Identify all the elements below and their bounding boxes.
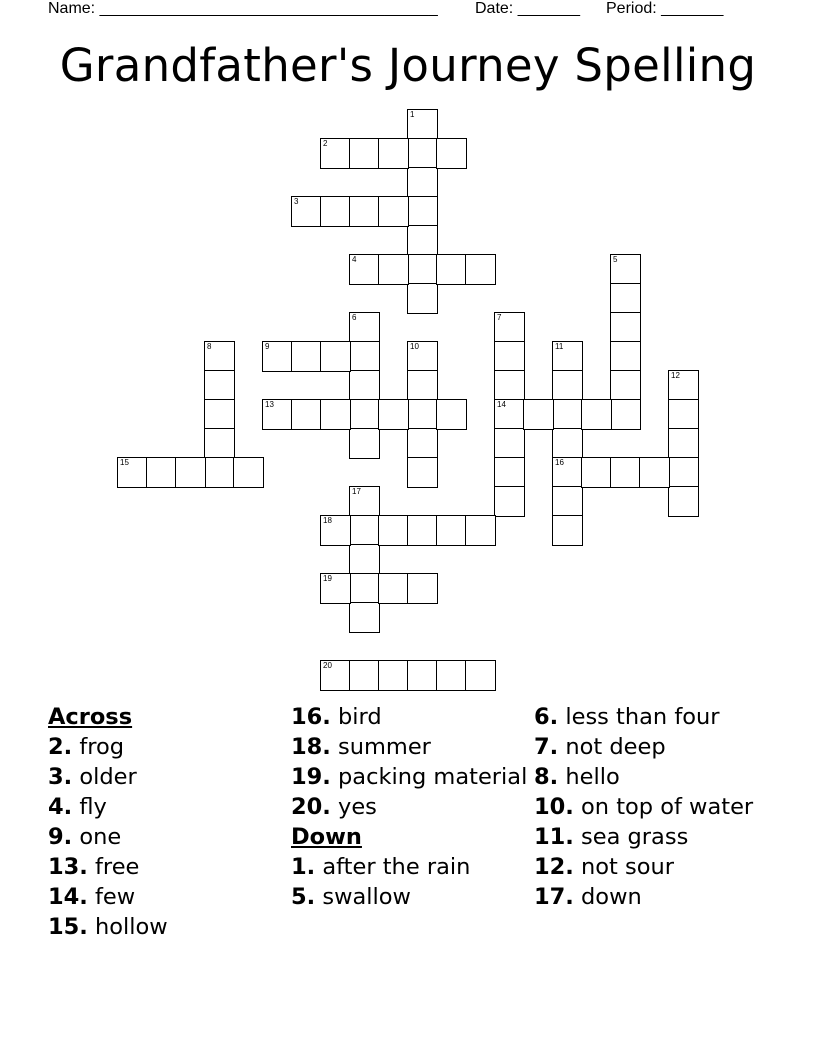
grid-cell[interactable] [262, 399, 293, 430]
clue-down-17: 17. down [534, 884, 642, 910]
grid-cell[interactable] [494, 312, 525, 343]
grid-cell[interactable] [494, 399, 525, 430]
grid-cell[interactable] [494, 457, 525, 488]
clue-number-16: 16 [555, 458, 564, 467]
clue-number-6: 6 [352, 313, 357, 322]
grid-cell[interactable] [581, 399, 612, 430]
grid-cell[interactable] [407, 138, 438, 169]
grid-cell[interactable] [349, 428, 380, 459]
clue-number-2: 2 [323, 139, 328, 148]
grid-cell[interactable] [465, 660, 496, 691]
grid-cell[interactable] [378, 399, 409, 430]
grid-cell[interactable] [465, 515, 496, 546]
clue-number-7: 7 [497, 313, 502, 322]
grid-cell[interactable] [436, 254, 467, 285]
period-field-label: Period: _______ [606, 0, 724, 17]
grid-cell[interactable] [349, 138, 380, 169]
grid-cell[interactable] [668, 486, 699, 517]
clue-across-13: 13. free [48, 854, 140, 880]
clue-down-11: 11. sea grass [534, 824, 689, 850]
grid-cell[interactable] [349, 341, 380, 372]
grid-cell[interactable] [494, 428, 525, 459]
grid-cell[interactable] [204, 457, 235, 488]
clue-number-19: 19 [323, 574, 332, 583]
grid-cell[interactable] [204, 428, 235, 459]
clue-number-17: 17 [352, 487, 361, 496]
grid-cell[interactable] [349, 486, 380, 517]
name-field-label: Name: ______________________________________ [48, 0, 438, 17]
grid-cell[interactable] [407, 370, 438, 401]
clue-across-20: 20. yes [291, 794, 377, 820]
grid-cell[interactable] [610, 312, 641, 343]
grid-cell[interactable] [378, 515, 409, 546]
clue-across-14: 14. few [48, 884, 136, 910]
clue-down-8: 8. hello [534, 764, 620, 790]
grid-cell[interactable] [552, 486, 583, 517]
grid-cell[interactable] [320, 341, 351, 372]
grid-cell[interactable] [407, 254, 438, 285]
clue-across-4: 4. fly [48, 794, 107, 820]
across-heading: Across [48, 704, 133, 730]
grid-cell[interactable] [552, 370, 583, 401]
grid-cell[interactable] [349, 254, 380, 285]
grid-cell[interactable] [233, 457, 264, 488]
clue-across-19: 19. packing material [291, 764, 528, 790]
clue-column-3 [534, 704, 774, 914]
clue-down-6: 6. less than four [534, 704, 720, 730]
grid-cell[interactable] [378, 254, 409, 285]
grid-cell[interactable] [291, 196, 322, 227]
grid-cell[interactable] [349, 399, 380, 430]
grid-cell[interactable] [668, 457, 699, 488]
clue-across-3: 3. older [48, 764, 137, 790]
grid-cell[interactable] [610, 254, 641, 285]
grid-cell[interactable] [610, 370, 641, 401]
grid-cell[interactable] [378, 196, 409, 227]
page-title: Grandfather's Journey Spelling [59, 39, 757, 92]
grid-cell[interactable] [204, 341, 235, 372]
clue-down-10: 10. on top of water [534, 794, 754, 820]
grid-cell[interactable] [320, 138, 351, 169]
grid-cell[interactable] [146, 457, 177, 488]
grid-cell[interactable] [581, 457, 612, 488]
grid-cell[interactable] [407, 515, 438, 546]
grid-cell[interactable] [320, 515, 351, 546]
grid-cell[interactable] [552, 341, 583, 372]
clue-across-2: 2. frog [48, 734, 125, 760]
grid-cell[interactable] [407, 167, 438, 198]
grid-cell[interactable] [407, 399, 438, 430]
grid-cell[interactable] [552, 515, 583, 546]
grid-cell[interactable] [204, 370, 235, 401]
grid-cell[interactable] [349, 312, 380, 343]
clue-across-18: 18. summer [291, 734, 431, 760]
clue-number-18: 18 [323, 516, 332, 525]
grid-cell[interactable] [349, 602, 380, 633]
clue-down-1: 1. after the rain [291, 854, 471, 880]
grid-cell[interactable] [407, 225, 438, 256]
clue-number-4: 4 [352, 255, 357, 264]
grid-cell[interactable] [552, 428, 583, 459]
clue-number-13: 13 [265, 400, 274, 409]
clue-across-9: 9. one [48, 824, 122, 850]
grid-cell[interactable] [175, 457, 206, 488]
grid-cell[interactable] [668, 370, 699, 401]
grid-cell[interactable] [407, 660, 438, 691]
clue-number-11: 11 [555, 342, 564, 351]
grid-cell[interactable] [494, 486, 525, 517]
grid-cell[interactable] [610, 457, 641, 488]
grid-cell[interactable] [407, 341, 438, 372]
grid-cell[interactable] [465, 254, 496, 285]
grid-cell[interactable] [407, 196, 438, 227]
grid-cell[interactable] [668, 428, 699, 459]
grid-cell[interactable] [494, 341, 525, 372]
grid-cell[interactable] [610, 341, 641, 372]
clue-number-12: 12 [671, 371, 680, 380]
grid-cell[interactable] [262, 341, 293, 372]
grid-cell[interactable] [349, 196, 380, 227]
grid-cell[interactable] [320, 573, 351, 604]
grid-cell[interactable] [610, 399, 641, 430]
grid-cell[interactable] [349, 660, 380, 691]
clue-across-15: 15. hollow [48, 914, 168, 940]
grid-cell[interactable] [320, 196, 351, 227]
down-heading: Down [291, 824, 362, 850]
grid-cell[interactable] [436, 515, 467, 546]
grid-cell[interactable] [407, 283, 438, 314]
grid-cell[interactable] [639, 457, 670, 488]
clue-across-16: 16. bird [291, 704, 382, 730]
clue-number-5: 5 [613, 255, 618, 264]
clue-down-5: 5. swallow [291, 884, 411, 910]
grid-cell[interactable] [291, 341, 322, 372]
date-field-label: Date: _______ [475, 0, 580, 17]
grid-cell[interactable] [320, 660, 351, 691]
grid-cell[interactable] [407, 109, 438, 140]
clue-column-2 [291, 704, 531, 914]
grid-cell[interactable] [378, 660, 409, 691]
grid-cell[interactable] [117, 457, 148, 488]
grid-cell[interactable] [349, 573, 380, 604]
grid-cell[interactable] [291, 399, 322, 430]
grid-cell[interactable] [407, 457, 438, 488]
grid-cell[interactable] [349, 544, 380, 575]
grid-cell[interactable] [320, 399, 351, 430]
clue-number-1: 1 [410, 110, 415, 119]
clue-column-1 [48, 704, 288, 944]
clue-number-8: 8 [207, 342, 212, 351]
clue-number-20: 20 [323, 661, 332, 670]
grid-cell[interactable] [552, 399, 583, 430]
grid-cell[interactable] [204, 399, 235, 430]
clue-number-15: 15 [120, 458, 129, 467]
grid-cell[interactable] [552, 457, 583, 488]
grid-cell[interactable] [349, 370, 380, 401]
grid-cell[interactable] [436, 399, 467, 430]
grid-cell[interactable] [349, 515, 380, 546]
clue-down-7: 7. not deep [534, 734, 666, 760]
grid-cell[interactable] [436, 660, 467, 691]
grid-cell[interactable] [668, 399, 699, 430]
clue-number-3: 3 [294, 197, 299, 206]
grid-cell[interactable] [523, 399, 554, 430]
grid-cell[interactable] [378, 138, 409, 169]
clue-number-10: 10 [410, 342, 419, 351]
grid-cell[interactable] [610, 283, 641, 314]
grid-cell[interactable] [436, 138, 467, 169]
grid-cell[interactable] [378, 573, 409, 604]
clue-number-9: 9 [265, 342, 270, 351]
clue-down-12: 12. not sour [534, 854, 675, 880]
clue-number-14: 14 [497, 400, 506, 409]
grid-cell[interactable] [407, 428, 438, 459]
grid-cell[interactable] [407, 573, 438, 604]
grid-cell[interactable] [494, 370, 525, 401]
